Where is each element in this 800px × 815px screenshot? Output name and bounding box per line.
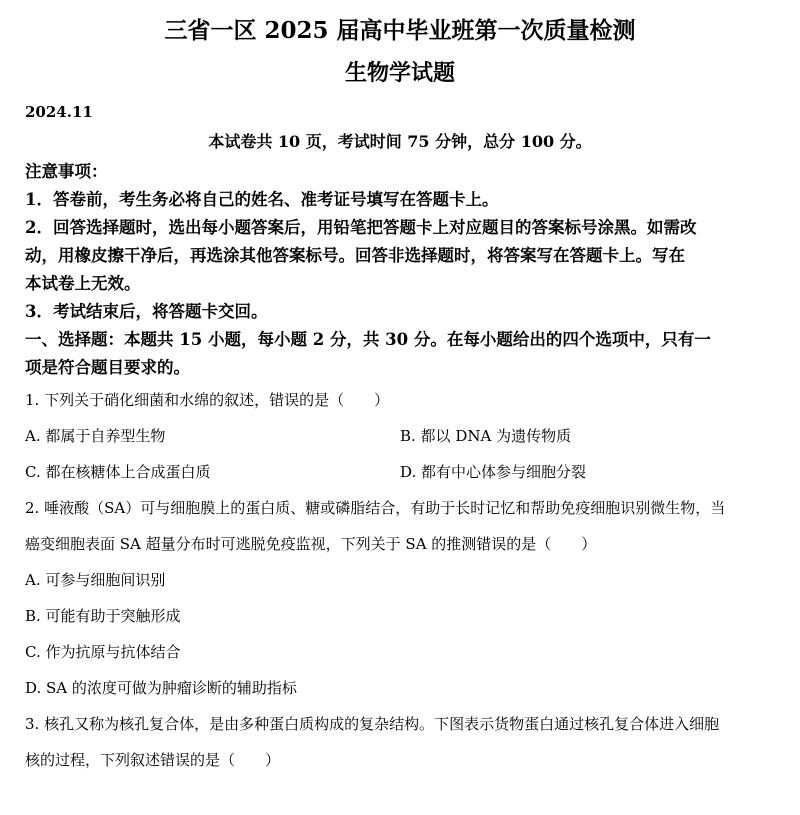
question-2-option-d: D. SA 的浓度可做为肿瘤诊断的辅助指标 (25, 679, 297, 697)
note-item-1: 1．答卷前，考生务必将自己的姓名、准考证号填写在答题卡上。 (25, 190, 499, 209)
exam-info: 本试卷共 10 页，考试时间 75 分钟，总分 100 分。 (208, 132, 592, 151)
question-3-stem-line-2: 核的过程，下列叙述错误的是（ ） (25, 751, 281, 769)
question-1-option-a: A. 都属于自养型生物 (25, 427, 166, 445)
exam-title: 三省一区 2025 届高中毕业班第一次质量检测 (164, 17, 636, 44)
note-item-2-line-1: 2．回答选择题时，选出每小题答案后，用铅笔把答题卡上对应题目的答案标号涂黑。如需改 (25, 218, 697, 237)
question-1-option-d: D. 都有中心体参与细胞分裂 (400, 463, 587, 481)
question-2-option-a: A. 可参与细胞间识别 (25, 571, 166, 589)
exam-date: 2024.11 (25, 103, 93, 121)
note-item-2-line-2: 动，用橡皮擦干净后，再选涂其他答案标号。回答非选择题时，将答案写在答题卡上。写在 (25, 246, 685, 265)
note-item-3: 3．考试结束后，将答题卡交回。 (25, 302, 268, 321)
question-2-stem-line-2: 癌变细胞表面 SA 超量分布时可逃脱免疫监视，下列关于 SA 的推测错误的是（ ） (25, 535, 597, 553)
section-1-line-1: 一、选择题：本题共 15 小题，每小题 2 分，共 30 分。在每小题给出的四个选项中，只有一 (25, 330, 711, 349)
question-1-option-b: B. 都以 DNA 为遗传物质 (400, 427, 572, 445)
question-1-stem: 1. 下列关于硝化细菌和水绵的叙述，错误的是（ ） (25, 391, 390, 409)
question-3-stem-line-1: 3. 核孔又称为核孔复合体，是由多种蛋白质构成的复杂结构。下图表示货物蛋白通过核孔复合体进入细胞 (25, 715, 720, 733)
note-item-2-line-3: 本试卷上无效。 (25, 274, 141, 293)
section-1-line-2: 项是符合题目要求的。 (25, 358, 190, 377)
subject-title: 生物学试题 (344, 60, 455, 86)
notes-heading: 注意事项： (25, 162, 108, 181)
question-2-stem-line-1: 2. 唾液酸（SA）可与细胞膜上的蛋白质、糖或磷脂结合，有助于长时记忆和帮助免疫细胞识别微生物，当 (25, 499, 726, 517)
question-2-option-c: C. 作为抗原与抗体结合 (25, 643, 181, 661)
question-2-option-b: B. 可能有助于突触形成 (25, 607, 181, 625)
question-1-option-c: C. 都在核糖体上合成蛋白质 (25, 463, 211, 481)
